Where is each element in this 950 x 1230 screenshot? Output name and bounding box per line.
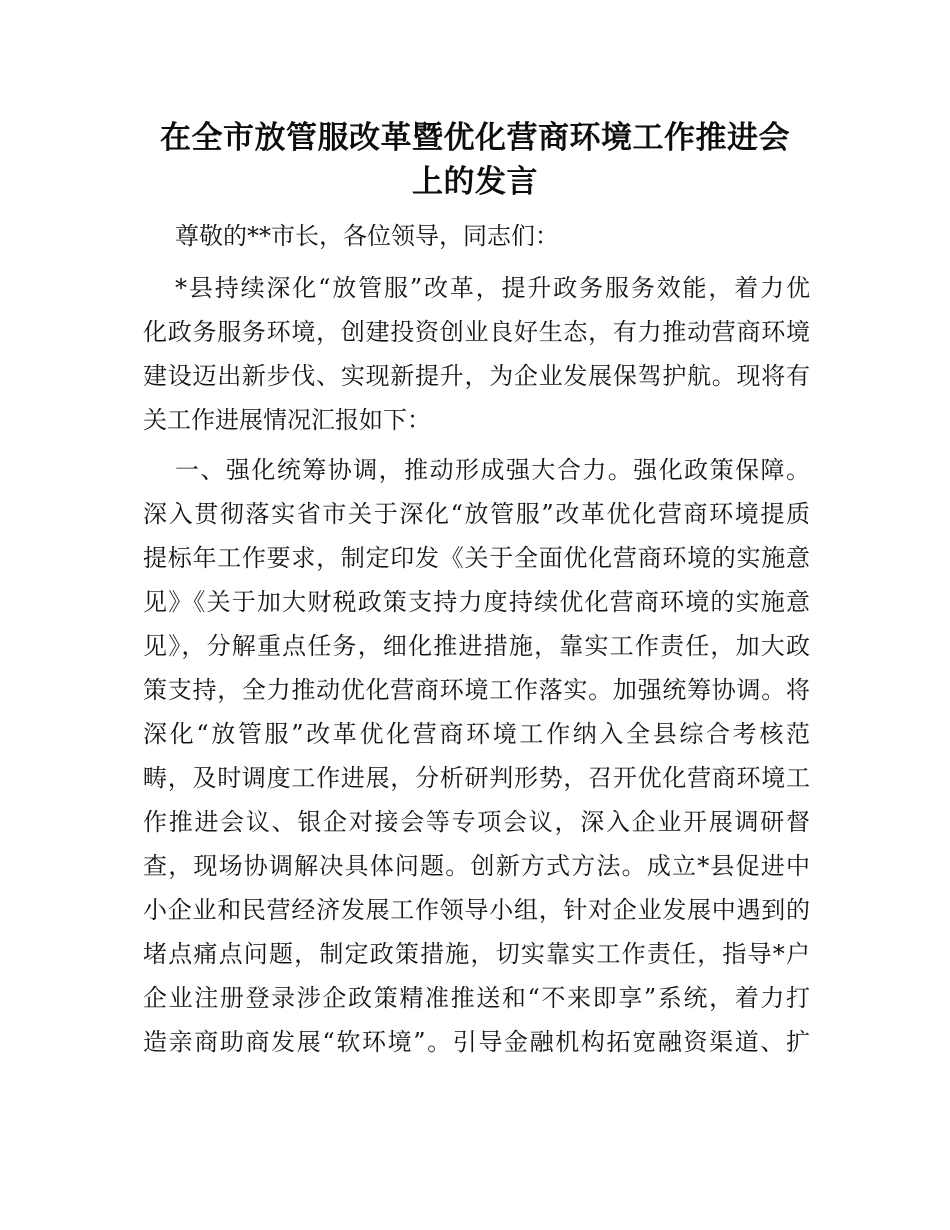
paragraph-2-line: 畴，及时调度工作进展，分析研判形势，召开优化营商环境工 (143, 764, 810, 792)
paragraph-2-line: 提标年工作要求，制定印发《关于全面优化营商环境的实施意 (143, 544, 810, 572)
paragraph-2-line: 深入贯彻落实省市关于深化“放管服”改革优化营商环境提质 (143, 500, 810, 528)
paragraph-2-line: 作推进会议、银企对接会等专项会议，深入企业开展调研督 (143, 808, 810, 836)
paragraph-2-line: 深化“放管服”改革优化营商环境工作纳入全县综合考核范 (143, 720, 810, 748)
document-title-line-1: 在全市放管服改革暨优化营商环境工作推进会 (160, 120, 790, 156)
paragraph-2-line: 小企业和民营经济发展工作领导小组，针对企业发展中遇到的 (143, 896, 810, 924)
paragraph-1-line: 关工作进展情况汇报如下： (143, 406, 431, 434)
paragraph-1-line: *县持续深化“放管服”改革，提升政务服务效能，着力优 (175, 274, 810, 302)
document-title-line-2: 上的发言 (412, 164, 538, 200)
paragraph-2-line: 见》，分解重点任务，细化推进措施，靠实工作责任，加大政 (143, 632, 810, 660)
paragraph-2-line: 堵点痛点问题，制定政策措施，切实靠实工作责任，指导*户 (143, 940, 810, 968)
paragraph-2-line: 一、强化统筹协调，推动形成强大合力。强化政策保障。 (175, 456, 810, 484)
paragraph-2-line: 见》《关于加大财税政策支持力度持续优化营商环境的实施意 (143, 588, 810, 616)
paragraph-1-line: 建设迈出新步伐、实现新提升，为企业发展保驾护航。现将有 (143, 362, 810, 390)
salutation: 尊敬的**市长，各位领导，同志们： (175, 222, 559, 250)
paragraph-1-line: 化政务服务环境，创建投资创业良好生态，有力推动营商环境 (143, 318, 810, 346)
paragraph-2-line: 企业注册登录涉企政策精准推送和“不来即享”系统，着力打 (143, 984, 810, 1012)
paragraph-2-line: 查，现场协调解决具体问题。创新方式方法。成立*县促进中 (143, 852, 810, 880)
paragraph-2-line: 造亲商助商发展“软环境”。引导金融机构拓宽融资渠道、扩 (143, 1028, 810, 1056)
paragraph-2-line: 策支持，全力推动优化营商环境工作落实。加强统筹协调。将 (143, 676, 810, 704)
